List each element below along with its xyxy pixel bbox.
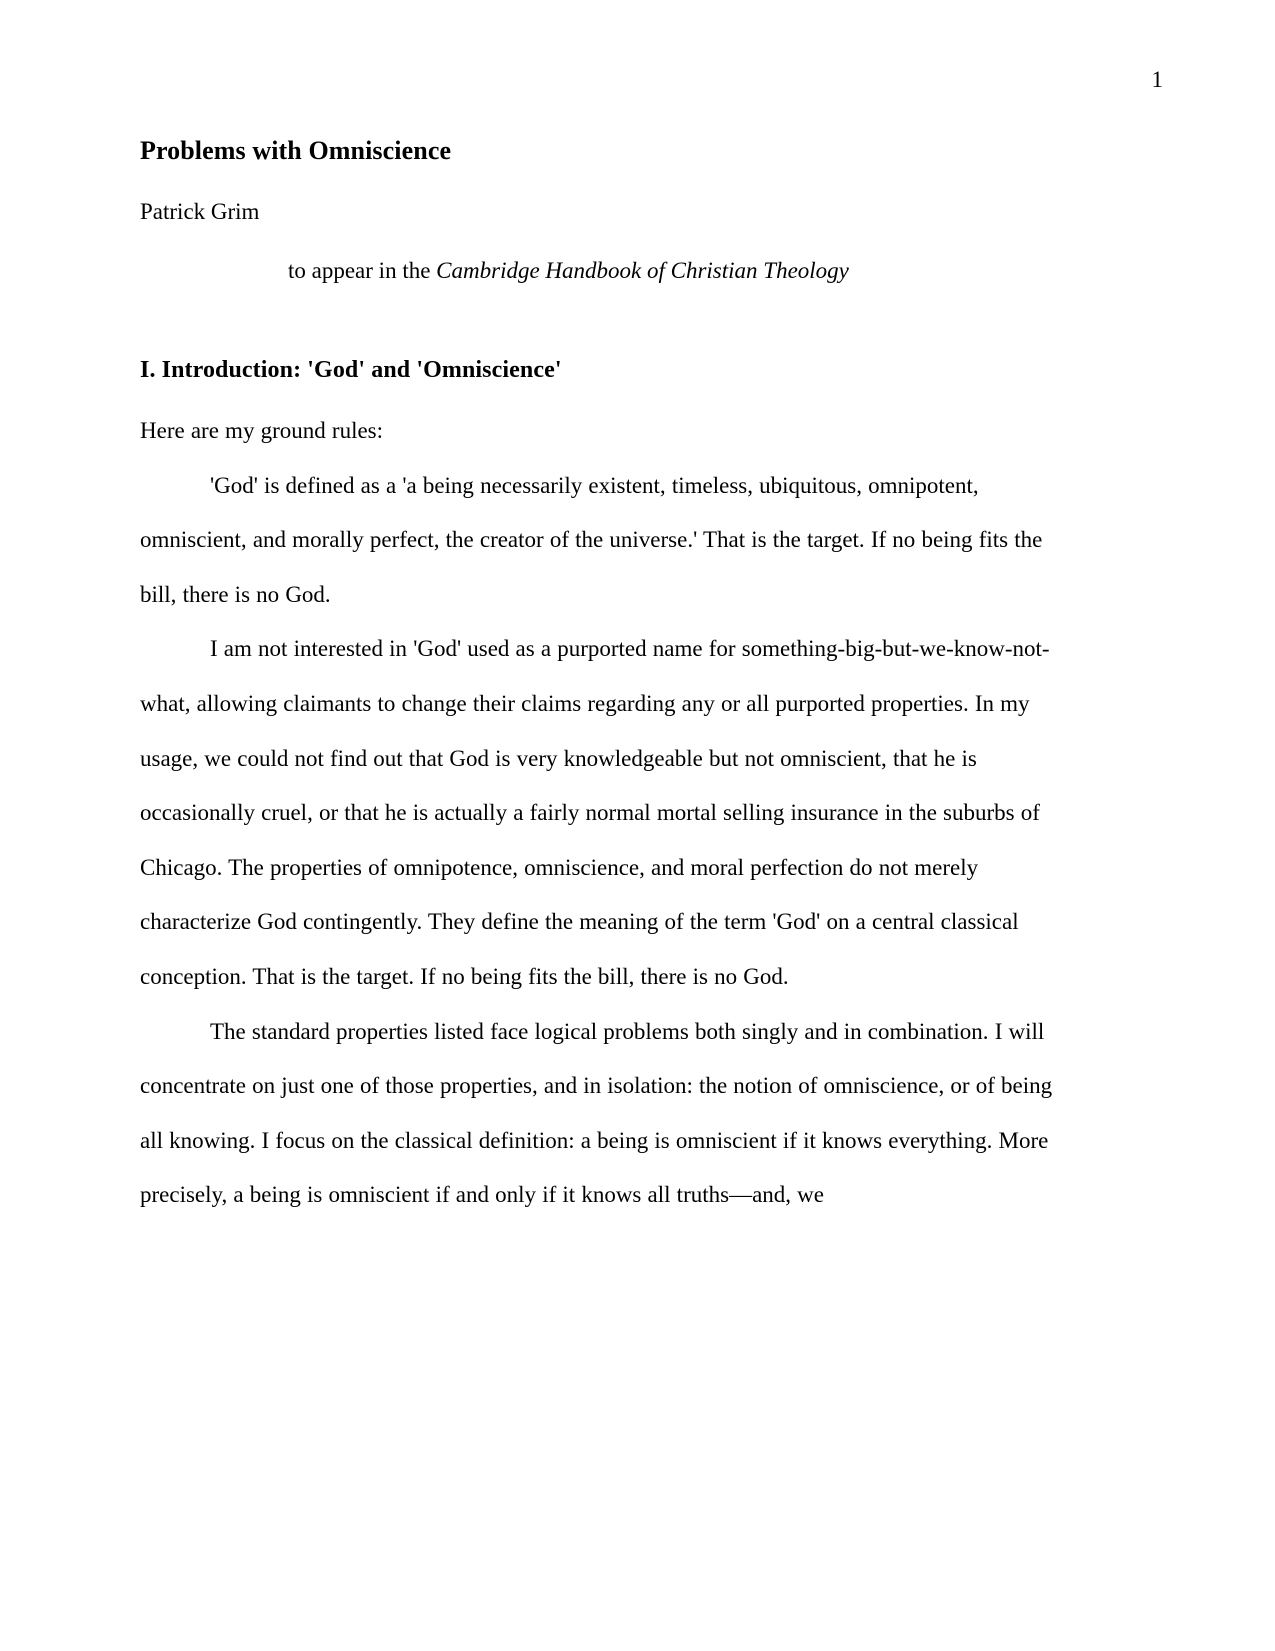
paragraph-not-interested: I am not interested in 'God' used as a purported name for something-big-but-we-know-not-what, allowing claimants to change their claims regarding any or all purported properties. In my usage, we could not find out that God is very knowledgeable but not omniscient, that he is occasionally cruel, or that he is actually a fairly normal mortal selling insurance in the suburbs of Chicago. The properties of omnipotence, omniscience, and moral perfection do not merely characterize God contingently. They define the meaning of the term 'God' on a central classical conception. That is the target. If no being fits the bill, there is no God. <box>140 636 1050 989</box>
page-title: Problems with Omniscience <box>140 136 452 165</box>
section-heading-introduction: I. Introduction: 'God' and 'Omniscience' <box>140 357 562 383</box>
publication-note <box>140 259 1070 282</box>
publication-note-journal-title: Cambridge Handbook of Christian Theology <box>436 258 849 283</box>
publication-note-prefix: to appear in the <box>288 258 437 283</box>
author-name: Patrick Grim <box>140 199 260 224</box>
page-content <box>140 138 1070 1223</box>
paragraph-ground-rules: Here are my ground rules: <box>140 418 384 443</box>
paragraph-god-definition: 'God' is defined as a 'a being necessarily existent, timeless, ubiquitous, omnipotent, omniscient, and morally perfect, the creator of the universe.' That is the target. If no being fits the bill, there is no God. <box>140 472 1043 607</box>
page-number: 1 <box>1151 67 1163 92</box>
paragraph-standard-properties: The standard properties listed face logical problems both singly and in combination. I will concentrate on just one of those properties, and in isolation: the notion of omniscience, or of being all knowing. I focus on the classical definition: a being is omniscient if it knows everything. More precisely, a being is omniscient if and only if it knows all truths—and, we <box>140 1018 1053 1208</box>
